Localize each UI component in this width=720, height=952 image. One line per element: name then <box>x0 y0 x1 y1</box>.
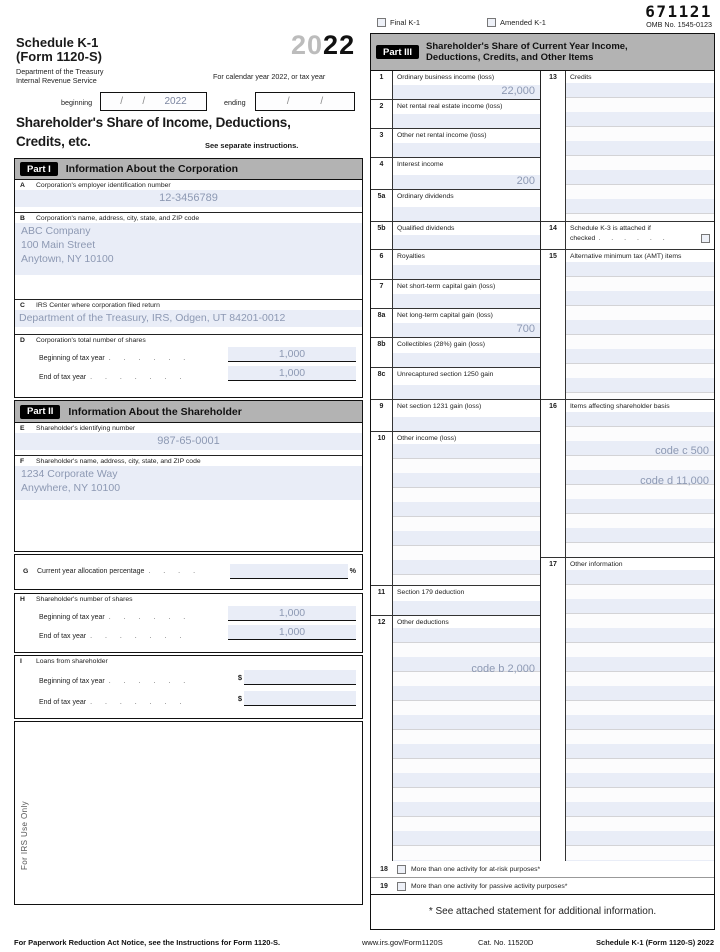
line8a-label: Net long-term capital gain (loss) <box>397 311 493 319</box>
line1-number: 1 <box>371 71 393 99</box>
line5b-number: 5b <box>371 222 393 249</box>
irs-use-only-box <box>14 721 363 905</box>
line8a-number: 8a <box>371 309 393 337</box>
part3-grid <box>371 71 714 861</box>
line16-cell <box>541 400 714 558</box>
part1-title: Information About the Corporation <box>65 163 239 175</box>
line10-entry-area[interactable] <box>393 444 540 585</box>
line9-number: 9 <box>371 400 393 431</box>
line9-cell <box>371 400 540 432</box>
line-a-label: Corporation's employer identification number <box>36 182 171 189</box>
i-end-loan-field[interactable] <box>244 691 356 706</box>
line14-checked-row <box>566 234 714 243</box>
d-end-dots: . . . . . . . <box>90 374 182 381</box>
line14-label-line2: checked <box>570 234 596 242</box>
line15-entry-area[interactable] <box>566 262 714 399</box>
part3-title <box>426 41 628 64</box>
line8a-amount-field[interactable]: 700 <box>393 323 540 337</box>
line7-label: Net short-term capital gain (loss) <box>397 282 496 290</box>
line8b-cell <box>371 338 540 368</box>
part1-line-c <box>15 300 362 335</box>
i-beginning-dollar: $ <box>237 673 242 682</box>
line13-entry-area[interactable] <box>566 83 714 221</box>
line16-code-d-value: code d 11,000 <box>640 475 709 487</box>
h-end-dots: . . . . . . . <box>90 633 182 640</box>
schedule-name: Schedule K-1 <box>16 35 99 50</box>
line7-number: 7 <box>371 280 393 308</box>
part1-header <box>15 159 362 180</box>
percent-sign: % <box>349 566 356 576</box>
line3-amount-field[interactable] <box>393 143 540 157</box>
line18-checkbox[interactable] <box>397 865 406 874</box>
line8b-amount-field[interactable] <box>393 353 540 367</box>
irs-service: Internal Revenue Service <box>16 76 97 85</box>
line5a-number: 5a <box>371 190 393 221</box>
line3-cell <box>371 129 540 158</box>
part3-title-line1: Shareholder's Share of Current Year Income, <box>426 40 628 52</box>
line15-cell <box>541 250 714 400</box>
final-k1-label: Final K-1 <box>390 18 421 27</box>
line16-code-c-value: code c 500 <box>655 445 709 457</box>
line-d-letter: D <box>20 337 25 344</box>
footnote-text: * See attached statement for additional information. <box>428 906 657 917</box>
shareholder-id-field[interactable]: 987-65-0001 <box>15 433 362 450</box>
ending-slash2: / <box>320 96 324 107</box>
line19-label: More than one activity for passive activity purposes* <box>411 882 568 890</box>
line1-cell <box>371 71 540 100</box>
part2-box <box>14 400 363 552</box>
final-k1-checkbox[interactable] <box>377 18 386 27</box>
part2-chip: Part II <box>20 405 60 419</box>
part2-line-f <box>15 456 362 550</box>
line12-number: 12 <box>371 616 393 861</box>
beginning-year-value: 2022 <box>164 96 187 107</box>
line5a-amount-field[interactable] <box>393 207 540 221</box>
line1-label: Ordinary business income (loss) <box>397 73 495 81</box>
line17-number: 17 <box>541 558 566 861</box>
line18-number: 18 <box>380 865 388 873</box>
line-e-label: Shareholder's identifying number <box>36 425 136 432</box>
i-beginning-label: Beginning of tax year <box>39 678 105 685</box>
line19-row <box>371 878 714 895</box>
line-h-label: Shareholder's number of shares <box>36 596 133 603</box>
amended-k1-label: Amended K-1 <box>500 18 546 27</box>
shareholder-address-field[interactable] <box>15 466 362 500</box>
beginning-slash1: / <box>120 96 124 107</box>
line11-number: 11 <box>371 586 393 615</box>
ein-field[interactable]: 12-3456789 <box>15 190 362 207</box>
part3-box <box>370 33 715 930</box>
shareholder-city: Anywhere, NY 10100 <box>21 482 121 495</box>
line4-label: Interest income <box>397 160 444 168</box>
part2-line-e <box>15 423 362 456</box>
line-b-letter: B <box>20 215 25 222</box>
part3-right-column <box>541 71 714 861</box>
beginning-slash2: / <box>142 96 146 107</box>
line5b-label: Qualified dividends <box>397 224 455 232</box>
line-c-letter: C <box>20 302 25 309</box>
line6-cell <box>371 250 540 280</box>
tax-year-suffix: 22 <box>323 30 356 60</box>
line4-amount-field[interactable]: 200 <box>393 175 540 189</box>
line-a-letter: A <box>20 182 25 189</box>
line17-label: Other information <box>570 560 623 568</box>
d-beginning-dots: . . . . . . <box>108 355 186 362</box>
h-beginning-row <box>15 604 362 623</box>
omb-number: OMB No. 1545-0123 <box>646 20 712 29</box>
part2-line-i-box <box>14 655 363 719</box>
part2-line-g-box <box>14 554 363 590</box>
footnote-row <box>371 895 714 928</box>
part1-line-b <box>15 213 362 300</box>
line2-amount-field[interactable] <box>393 114 540 128</box>
line3-label: Other net rental income (loss) <box>397 131 487 139</box>
line19-number: 19 <box>380 882 388 890</box>
ending-label: ending <box>224 98 246 107</box>
see-separate-instructions: See separate instructions. <box>205 141 299 150</box>
i-end-row <box>15 687 362 708</box>
form-title-line2: Credits, etc. <box>16 134 91 149</box>
form-code-badge: 671121 <box>645 2 712 21</box>
irs-url: www.irs.gov/Form1120S <box>362 938 443 947</box>
part3-header <box>371 34 714 71</box>
line5a-cell <box>371 190 540 222</box>
h-beginning-label: Beginning of tax year <box>39 614 105 621</box>
d-end-label: End of tax year <box>39 374 87 381</box>
line13-number: 13 <box>541 71 566 221</box>
line6-label: Royalties <box>397 252 425 260</box>
h-beginning-shares-field[interactable]: 1,000 <box>228 606 356 621</box>
part1-line-d <box>15 335 362 397</box>
d-beginning-label: Beginning of tax year <box>39 355 105 362</box>
line12-label: Other deductions <box>397 618 449 626</box>
paperwork-notice: For Paperwork Reduction Act Notice, see the Instructions for Form 1120-S. <box>14 938 281 947</box>
line7-amount-field[interactable] <box>393 294 540 308</box>
line-i-label: Loans from shareholder <box>36 658 108 665</box>
line18-row <box>371 861 714 878</box>
part2-header <box>15 401 362 423</box>
line2-cell <box>371 100 540 129</box>
amended-k1-option <box>487 18 546 27</box>
line4-number: 4 <box>371 158 393 189</box>
line8c-label: Unrecaptured section 1250 gain <box>397 370 494 378</box>
line-i-letter: I <box>20 658 22 665</box>
line4-cell <box>371 158 540 190</box>
ending-slash1: / <box>286 96 290 107</box>
line6-number: 6 <box>371 250 393 279</box>
dept-treasury: Department of the Treasury <box>16 67 104 76</box>
line8a-cell <box>371 309 540 338</box>
line-f-letter: F <box>20 458 25 465</box>
line8c-amount-field[interactable] <box>393 385 540 399</box>
form-name: (Form 1120-S) <box>16 49 102 64</box>
h-end-shares-field[interactable]: 1,000 <box>228 625 356 640</box>
g-dots: . . . . <box>148 567 196 575</box>
g-row <box>15 555 362 589</box>
i-end-dots: . . . . . . . <box>90 699 182 706</box>
amended-k1-checkbox[interactable] <box>487 18 496 27</box>
line19-checkbox[interactable] <box>397 882 406 891</box>
tax-year <box>291 30 355 61</box>
d-beginning-shares-field[interactable]: 1,000 <box>228 347 356 362</box>
line-e-letter: E <box>20 425 25 432</box>
corp-city: Anytown, NY 10100 <box>21 253 114 266</box>
part1-box <box>14 158 363 398</box>
line10-label: Other income (loss) <box>397 434 457 442</box>
part3-left-column <box>371 71 541 861</box>
beginning-label: beginning <box>61 98 93 107</box>
line5b-cell <box>371 222 540 250</box>
irs-center-field[interactable]: Department of the Treasury, IRS, Odgen, UT 84201-0012 <box>15 310 362 327</box>
line15-number: 15 <box>541 250 566 399</box>
part1-line-a <box>15 180 362 213</box>
line7-cell <box>371 280 540 309</box>
line5b-amount-field[interactable] <box>393 235 540 249</box>
line13-cell <box>541 71 714 222</box>
line14-cell <box>541 222 714 250</box>
part1-chip: Part I <box>20 162 58 176</box>
line8b-label: Collectibles (28%) gain (loss) <box>397 340 486 348</box>
h-beginning-dots: . . . . . . <box>108 614 186 621</box>
line10-number: 10 <box>371 432 393 585</box>
line16-label: Items affecting shareholder basis <box>570 402 670 410</box>
beginning-date-field[interactable] <box>100 92 207 111</box>
line15-label: Alternative minimum tax (AMT) items <box>570 252 682 260</box>
form-id-footer: Schedule K-1 (Form 1120-S) 2022 <box>596 938 714 947</box>
line2-number: 2 <box>371 100 393 128</box>
line2-label: Net rental real estate income (loss) <box>397 102 503 110</box>
d-end-shares-field[interactable]: 1,000 <box>228 366 356 381</box>
line-h-letter: H <box>20 596 25 603</box>
line5a-label: Ordinary dividends <box>397 192 454 200</box>
line3-number: 3 <box>371 129 393 157</box>
line18-label: More than one activity for at-risk purposes* <box>411 865 541 873</box>
allocation-percentage-field[interactable] <box>230 564 348 579</box>
line9-label: Net section 1231 gain (loss) <box>397 402 482 410</box>
calendar-year-line: For calendar year 2022, or tax year <box>213 72 326 81</box>
line1-amount-field[interactable]: 22,000 <box>393 85 540 99</box>
line-g-letter: G <box>23 567 29 575</box>
line16-number: 16 <box>541 400 566 557</box>
line11-cell <box>371 586 540 616</box>
line17-entry-area[interactable] <box>566 570 714 861</box>
part3-chip: Part III <box>376 45 419 59</box>
final-k1-option <box>377 18 420 27</box>
line14-dots: . . . . . . <box>598 235 665 243</box>
ending-date-field[interactable] <box>255 92 355 111</box>
i-beginning-loan-field[interactable] <box>244 670 356 685</box>
line13-label: Credits <box>570 73 592 81</box>
i-end-label: End of tax year <box>39 699 87 706</box>
line12-code-b-value: code b 2,000 <box>471 663 535 675</box>
line10-cell <box>371 432 540 586</box>
shareholder-street: 1234 Corporate Way <box>21 468 118 480</box>
line14-label-line1: Schedule K-3 is attached if <box>570 224 651 232</box>
i-beginning-dots: . . . . . . <box>108 678 186 685</box>
line9-amount-field[interactable] <box>393 417 540 431</box>
part2-title: Information About the Shareholder <box>68 405 242 418</box>
line8c-cell <box>371 368 540 400</box>
line17-cell <box>541 558 714 861</box>
k3-attached-checkbox[interactable] <box>701 234 710 243</box>
line6-amount-field[interactable] <box>393 265 540 279</box>
h-end-row <box>15 623 362 642</box>
irs-use-only-label: For IRS Use Only <box>20 800 29 870</box>
line-f-label: Shareholder's name, address, city, state, and ZIP code <box>36 458 201 465</box>
i-end-dollar: $ <box>237 694 242 703</box>
line11-amount-field[interactable] <box>393 601 540 615</box>
corp-name: ABC Company <box>21 225 91 237</box>
line14-number: 14 <box>541 222 566 249</box>
line8b-number: 8b <box>371 338 393 367</box>
catalog-number: Cat. No. 11520D <box>478 938 534 947</box>
h-end-label: End of tax year <box>39 633 87 640</box>
line-c-label: IRS Center where corporation filed return <box>36 302 160 309</box>
corp-street: 100 Main Street <box>21 239 96 252</box>
d-beginning-row <box>15 345 362 364</box>
d-end-row <box>15 364 362 383</box>
tax-year-prefix: 20 <box>291 30 324 60</box>
corporation-address-field[interactable] <box>15 223 362 275</box>
line-g-label: Current year allocation percentage <box>37 567 145 575</box>
line-b-label: Corporation's name, address, city, state, and ZIP code <box>36 215 200 222</box>
form-title-line1: Shareholder's Share of Income, Deductions, <box>16 115 291 130</box>
line12-cell <box>371 616 540 861</box>
line-d-label: Corporation's total number of shares <box>36 337 146 344</box>
line11-label: Section 179 deduction <box>397 588 465 596</box>
part3-title-line2: Deductions, Credits, and Other Items <box>426 52 594 63</box>
line8c-number: 8c <box>371 368 393 399</box>
part2-line-h-box <box>14 593 363 653</box>
i-beginning-row <box>15 666 362 687</box>
